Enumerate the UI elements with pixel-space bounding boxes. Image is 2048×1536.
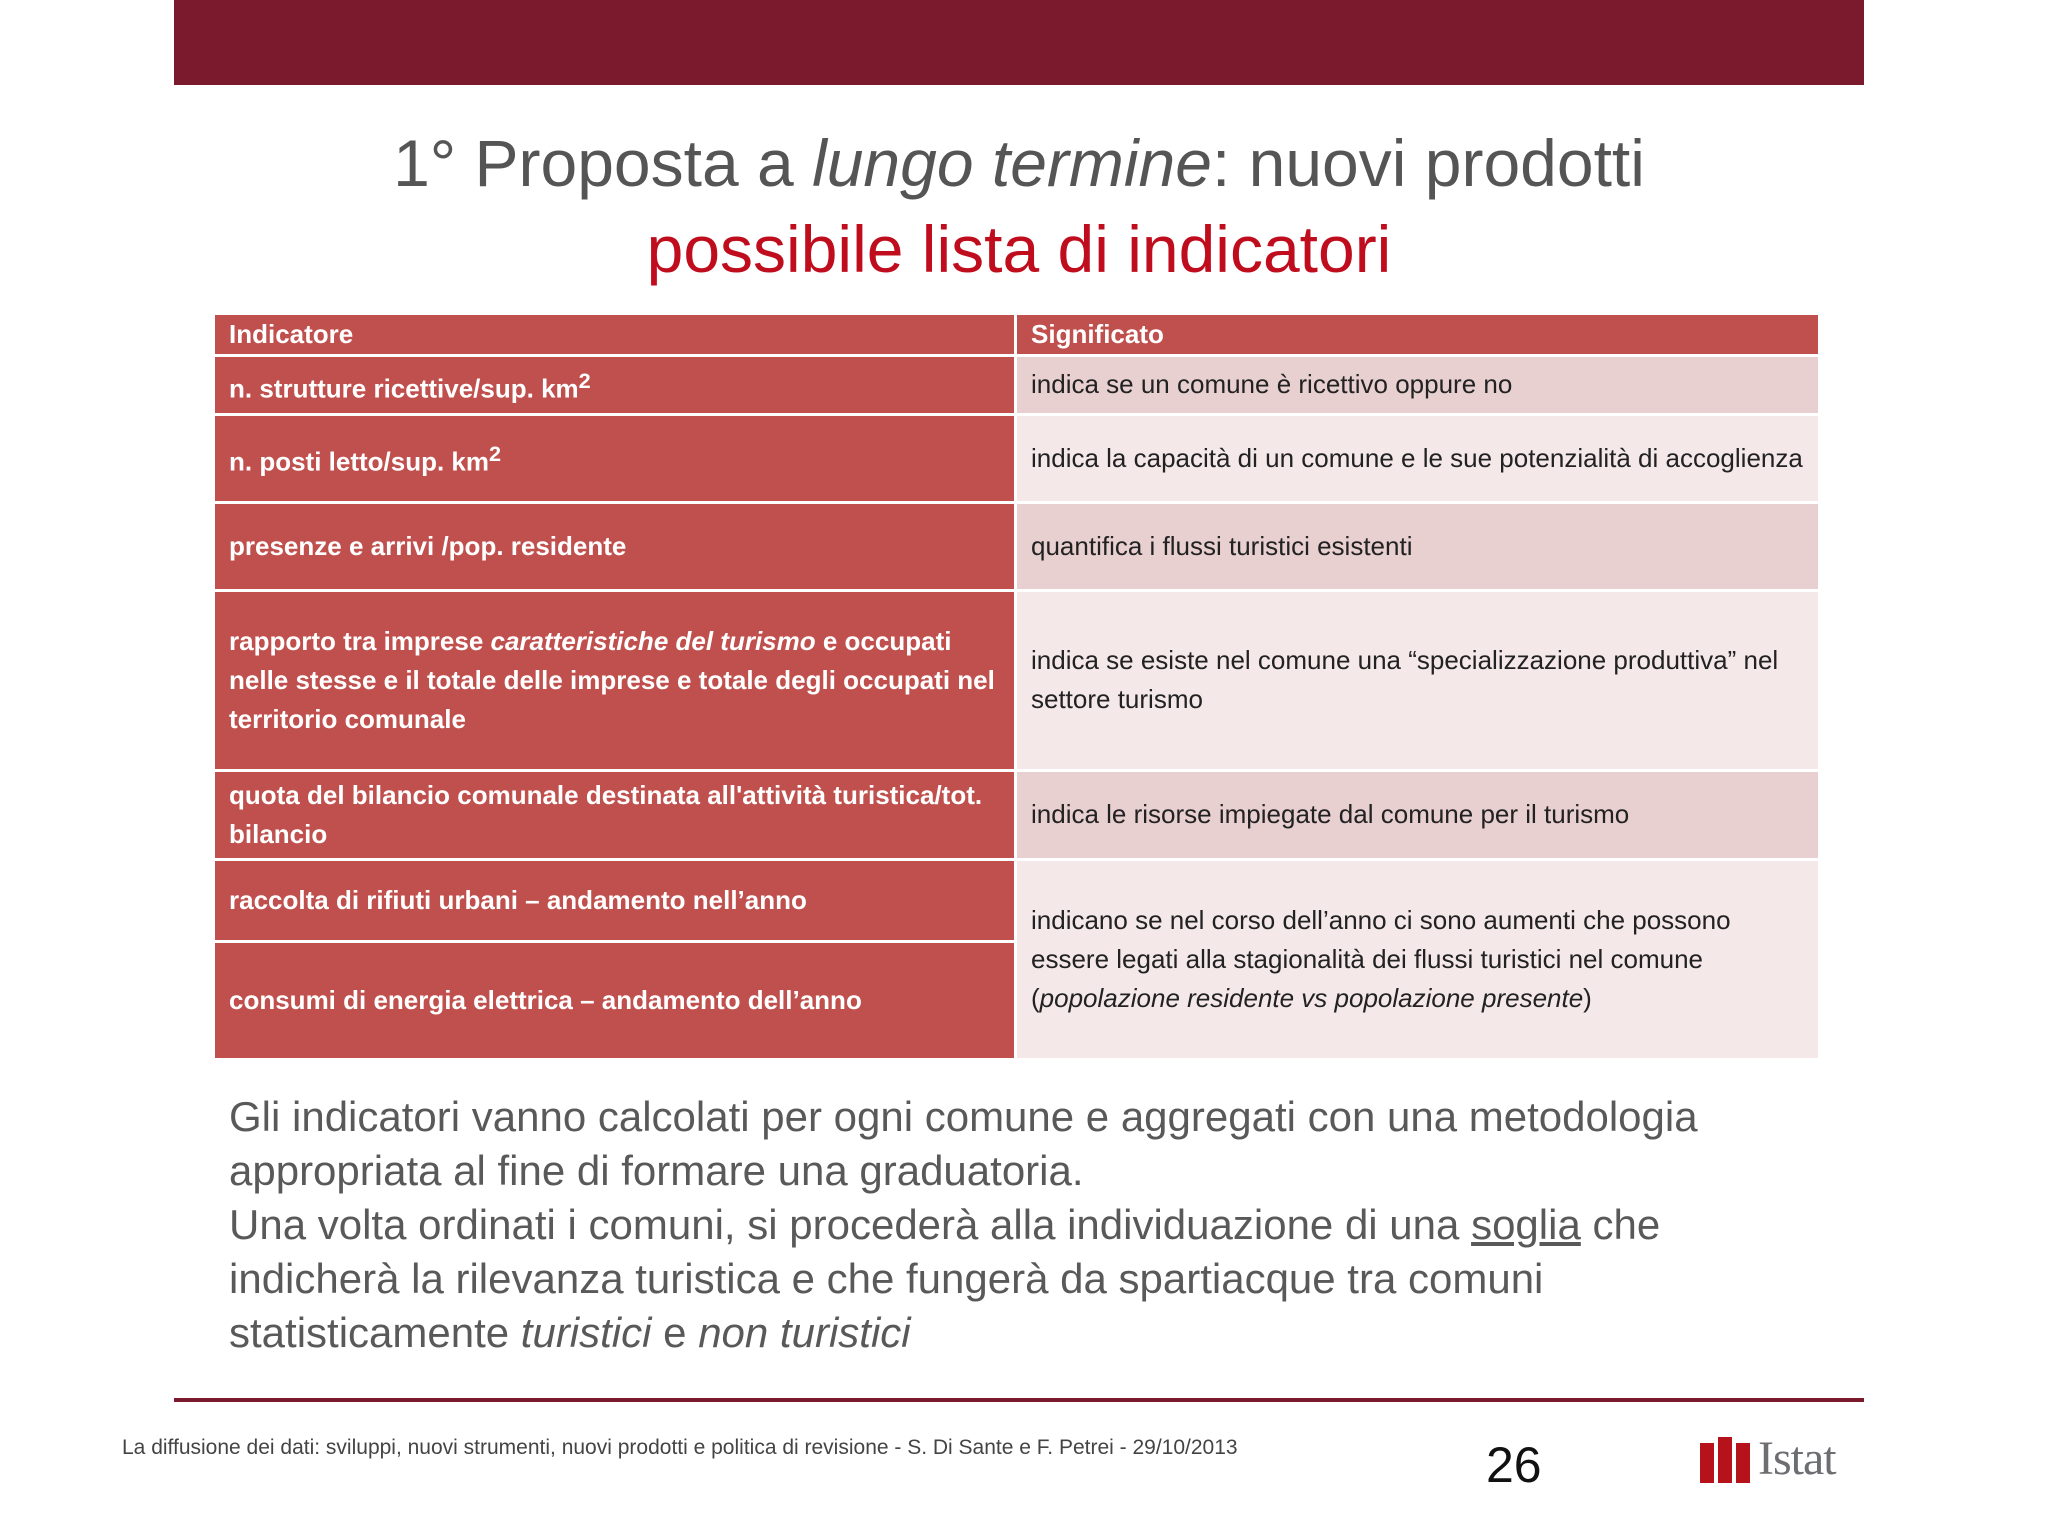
title-italic: lungo termine xyxy=(812,126,1212,200)
indicator-superscript: 2 xyxy=(578,368,591,393)
slide-subtitle: possibile lista di indicatori xyxy=(646,212,1392,286)
body-text xyxy=(229,1090,1829,1360)
page-number: 26 xyxy=(1486,1437,1542,1493)
indicator-cell xyxy=(214,414,1016,502)
title-line xyxy=(174,120,1864,206)
meaning-cell: indica se esiste nel comune una “specializzazione produttiva” nel settore turismo xyxy=(1016,590,1820,770)
indicator-text: rapporto tra imprese xyxy=(229,625,491,656)
title-prefix: 1° Proposta a xyxy=(393,126,813,200)
footer-caption: La diffusione dei dati: sviluppi, nuovi strumenti, nuovi prodotti e politica di revisione - S. Di Sante e F. Petrei - 29/10/2013 xyxy=(122,1436,1238,1459)
indicator-text: n. posti letto/sup. km xyxy=(229,446,490,477)
meaning-italic: popolazione residente vs popolazione presente xyxy=(1039,982,1584,1013)
indicator-cell: consumi di energia elettrica – andamento dell’anno xyxy=(214,941,1016,1059)
table-row xyxy=(214,502,1820,590)
meaning-text: ) xyxy=(1583,982,1592,1013)
title-suffix: : nuovi prodotti xyxy=(1211,126,1645,200)
top-bar xyxy=(174,0,1864,85)
meaning-text: indicano se nel corso dell’anno ci sono aumenti che possono essere legati alla stagionalità dei flussi turistici nel comune ( xyxy=(1031,904,1731,1013)
body-paragraph xyxy=(229,1198,1829,1360)
table-row xyxy=(214,859,1820,941)
table-header-row xyxy=(214,314,1820,356)
indicator-cell xyxy=(214,356,1016,415)
indicators-table xyxy=(212,312,1821,1061)
indicator-cell xyxy=(214,590,1016,770)
table-row xyxy=(214,414,1820,502)
table-row xyxy=(214,590,1820,770)
header-indicatore: Indicatore xyxy=(214,314,1016,356)
indicator-text: e occupati nelle stesse e il totale delle imprese e totale degli occupati nel territorio comunale xyxy=(229,625,995,734)
body-text-span: e xyxy=(651,1309,699,1356)
indicator-cell: quota del bilancio comunale destinata all'attività turistica/tot. bilancio xyxy=(214,770,1016,859)
underlined-word: soglia xyxy=(1471,1201,1581,1248)
indicator-italic: caratteristiche del turismo xyxy=(490,625,816,656)
meaning-cell xyxy=(1016,859,1820,1059)
meaning-cell: indica se un comune è ricettivo oppure no xyxy=(1016,356,1820,415)
meaning-cell: indica le risorse impiegate dal comune per il turismo xyxy=(1016,770,1820,859)
istat-logo-icon xyxy=(1700,1433,1750,1483)
indicator-cell: raccolta di rifiuti urbani – andamento nell’anno xyxy=(214,859,1016,941)
table-row xyxy=(214,770,1820,859)
table-row xyxy=(214,356,1820,415)
indicator-cell: presenze e arrivi /pop. residente xyxy=(214,502,1016,590)
istat-logo xyxy=(1700,1430,1836,1486)
body-text-span: che indicherà la rilevanza turistica e che fungerà da spartiacque tra comuni statisticamente xyxy=(229,1201,1661,1356)
header-significato: Significato xyxy=(1016,314,1820,356)
italic-word: turistici xyxy=(520,1309,652,1356)
footer-divider xyxy=(174,1398,1864,1402)
italic-word: non turistici xyxy=(698,1309,911,1356)
meaning-cell: indica la capacità di un comune e le sue potenzialità di accoglienza xyxy=(1016,414,1820,502)
body-text-span: Una volta ordinati i comuni, si procederà alla individuazione di una xyxy=(229,1201,1472,1248)
indicator-superscript: 2 xyxy=(489,441,502,467)
slide-title xyxy=(174,120,1864,292)
body-paragraph: Gli indicatori vanno calcolati per ogni comune e aggregati con una metodologia appropriata al fine di formare una graduatoria. xyxy=(229,1093,1698,1194)
indicator-text: n. strutture ricettive/sup. km xyxy=(229,373,579,404)
meaning-cell: quantifica i flussi turistici esistenti xyxy=(1016,502,1820,590)
logo-text: Istat xyxy=(1758,1431,1836,1485)
